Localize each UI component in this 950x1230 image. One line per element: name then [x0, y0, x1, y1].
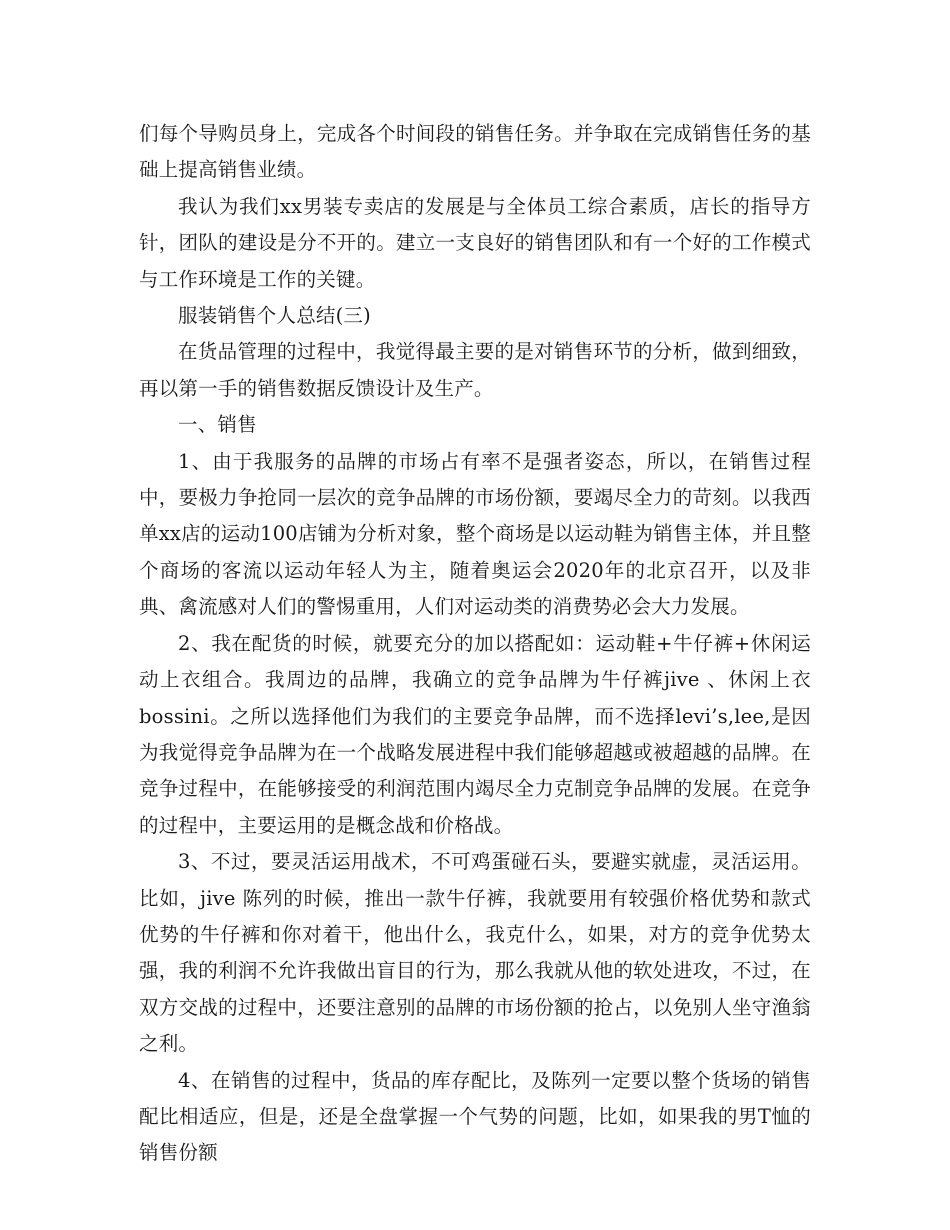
paragraph-item-3: 3、不过，要灵活运用战术，不可鸡蛋碰石头，要避实就虚，灵活运用。比如，jive 陈列的时候，推出一款牛仔裤，我就要用有较强价格优势和款式优势的牛仔裤和你对着干，他出什么，我克什么，如果，对方的竞争优势太强，我的利润不允许我做出盲目的行为，那么我就从他的软处进攻，不过，在双方交战的过程中，还要注意别的品牌的市场份额的抢占，以免别人坐守渔翁之利。: [139, 850, 811, 1056]
section-heading-summary-3: 服装销售个人总结(三): [178, 304, 371, 328]
section-heading-sales: 一、销售: [178, 413, 257, 437]
paragraph-item-4: 4、在销售的过程中，货品的库存配比，及陈列一定要以整个货场的销售配比相适应，但是，还是全盘掌握一个气势的问题，比如，如果我的男T恤的销售份额: [139, 1068, 811, 1165]
paragraph-item-1: 1、由于我服务的品牌的市场占有率不是强者姿态，所以，在销售过程中，要极力争抢同一层次的竞争品牌的市场份额，要竭尽全力的苛刻。以我西单xx店的运动100店铺为分析对象，整个商场是以运动鞋为销售主体，并且整个商场的客流以运动年轻人为主，随着奥运会2020年的北京召开，以及非典、禽流感对人们的警惕重用，人们对运动类的消费势必会大力发展。: [139, 449, 811, 619]
paragraph-item-2: 2、我在配货的时候，就要充分的加以搭配如：运动鞋+牛仔裤+休闲运动上衣组合。我周边的品牌，我确立的竞争品牌为牛仔裤jive 、休闲上衣bossini。之所以选择他们为我们的主要竞争品牌，而不选择levi’s,lee,是因为我觉得竞争品牌为在一个战略发展进程中我们能够超越或被超越的品牌。在竞争过程中，在能够接受的利润范围内竭尽全力克制竞争品牌的发展。在竞争的过程中，主要运用的是概念战和价格战。: [139, 631, 811, 837]
paragraph-3: 在货品管理的过程中，我觉得最主要的是对销售环节的分析，做到细致，再以第一手的销售数据反馈设计及生产。: [139, 340, 811, 400]
document-body: [139, 116, 811, 1172]
paragraph-1: 们每个导购员身上，完成各个时间段的销售任务。并争取在完成销售任务的基础上提高销售业绩。: [139, 122, 811, 182]
paragraph-2: 我认为我们xx男装专卖店的发展是与全体员工综合素质，店长的指导方针，团队的建设是分不开的。建立一支良好的销售团队和有一个好的工作模式与工作环境是工作的关键。: [139, 194, 811, 291]
